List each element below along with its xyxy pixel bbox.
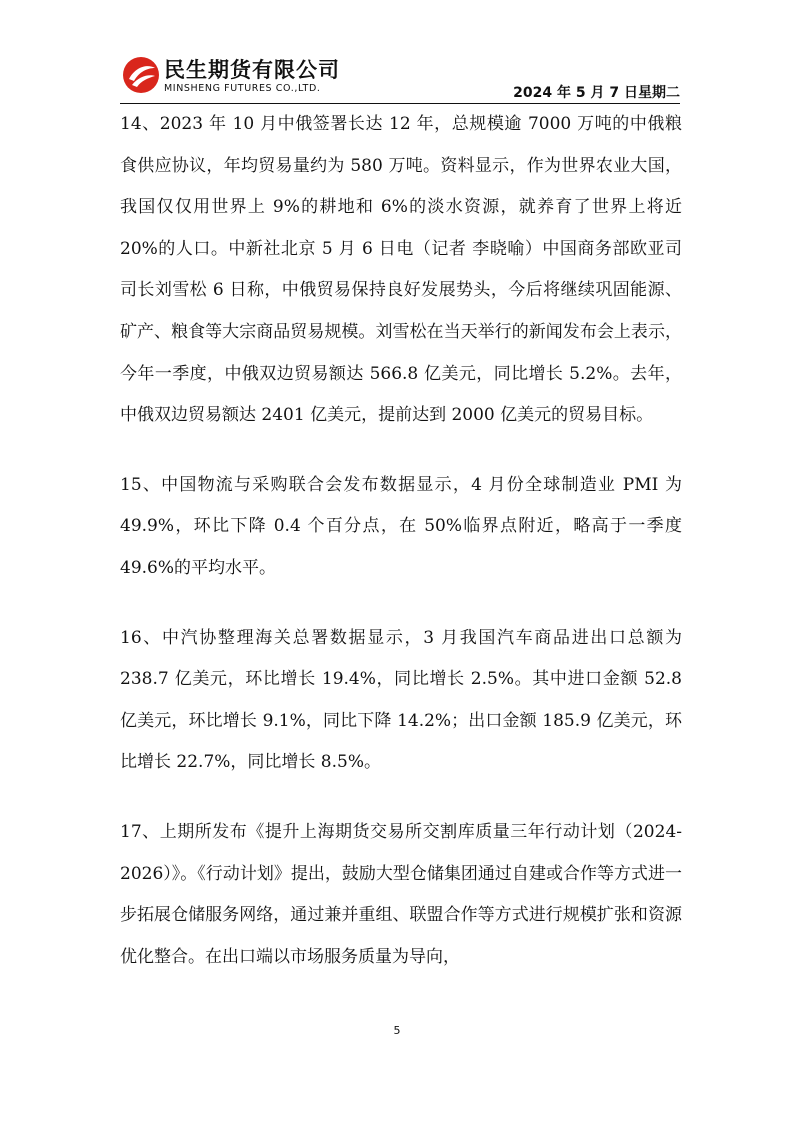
logo-english-name: MINSHENG FUTURES CO.,LTD. (164, 83, 321, 94)
company-logo (120, 52, 370, 100)
news-item-17: 17、上期所发布《提升上海期货交易所交割库质量三年行动计划（2024-2026）》。《行动计划》提出，鼓励大型仓储集团通过自建或合作等方式进一步拓展仓储服务网络，通过兼并重组、联盟合作等方式进行规模扩张和资源优化整合。在出口端以市场服务质量为导向， (120, 821, 682, 967)
news-item-14: 14、2023 年 10 月中俄签署长达 12 年，总规模逾 7000 万吨的中俄粮食供应协议，年均贸易量约为 580 万吨。资料显示，作为世界农业大国，我国仅仅用世界上 9%的耕地和 6%的淡水资源，就养育了世界上将近 20%的人口。中新社北京 5 月 6 日电（记者 李晓喻）中国商务部欧亚司司长刘雪松 6 日称，中俄贸易保持良好发展势头，今后将继续巩固能源、矿产、粮食等大宗商品贸易规模。刘雪松在当天举行的新闻发布会上表示，今年一季度，中俄双边贸易额达 566.8 亿美元，同比增长 5.2%。去年，中俄双边贸易额达 2401 亿美元，提前达到 2000 亿美元的贸易目标。 (120, 114, 682, 426)
document-body (120, 104, 682, 1006)
page-number: 5 (393, 1024, 401, 1037)
page-header (120, 52, 680, 104)
news-item-15: 15、中国物流与采购联合会发布数据显示，4 月份全球制造业 PMI 为 49.9%，环比下降 0.4 个百分点，在 50%临界点附近，略高于一季度 49.6%的平均水平。 (120, 474, 682, 578)
logo-chinese-name: 民生期货有限公司 (164, 58, 340, 82)
minsheng-logo-icon (122, 56, 160, 94)
report-date: 2024 年 5 月 7 日星期二 (513, 85, 680, 101)
news-item-16: 16、中汽协整理海关总署数据显示，3 月我国汽车商品进出口总额为 238.7 亿美元，环比增长 19.4%，同比增长 2.5%。其中进口金额 52.8 亿美元，环比增长 9.1%，同比下降 14.2%；出口金额 185.9 亿美元，环比增长 22.7%，同比增长 8.5%。 (120, 627, 682, 773)
